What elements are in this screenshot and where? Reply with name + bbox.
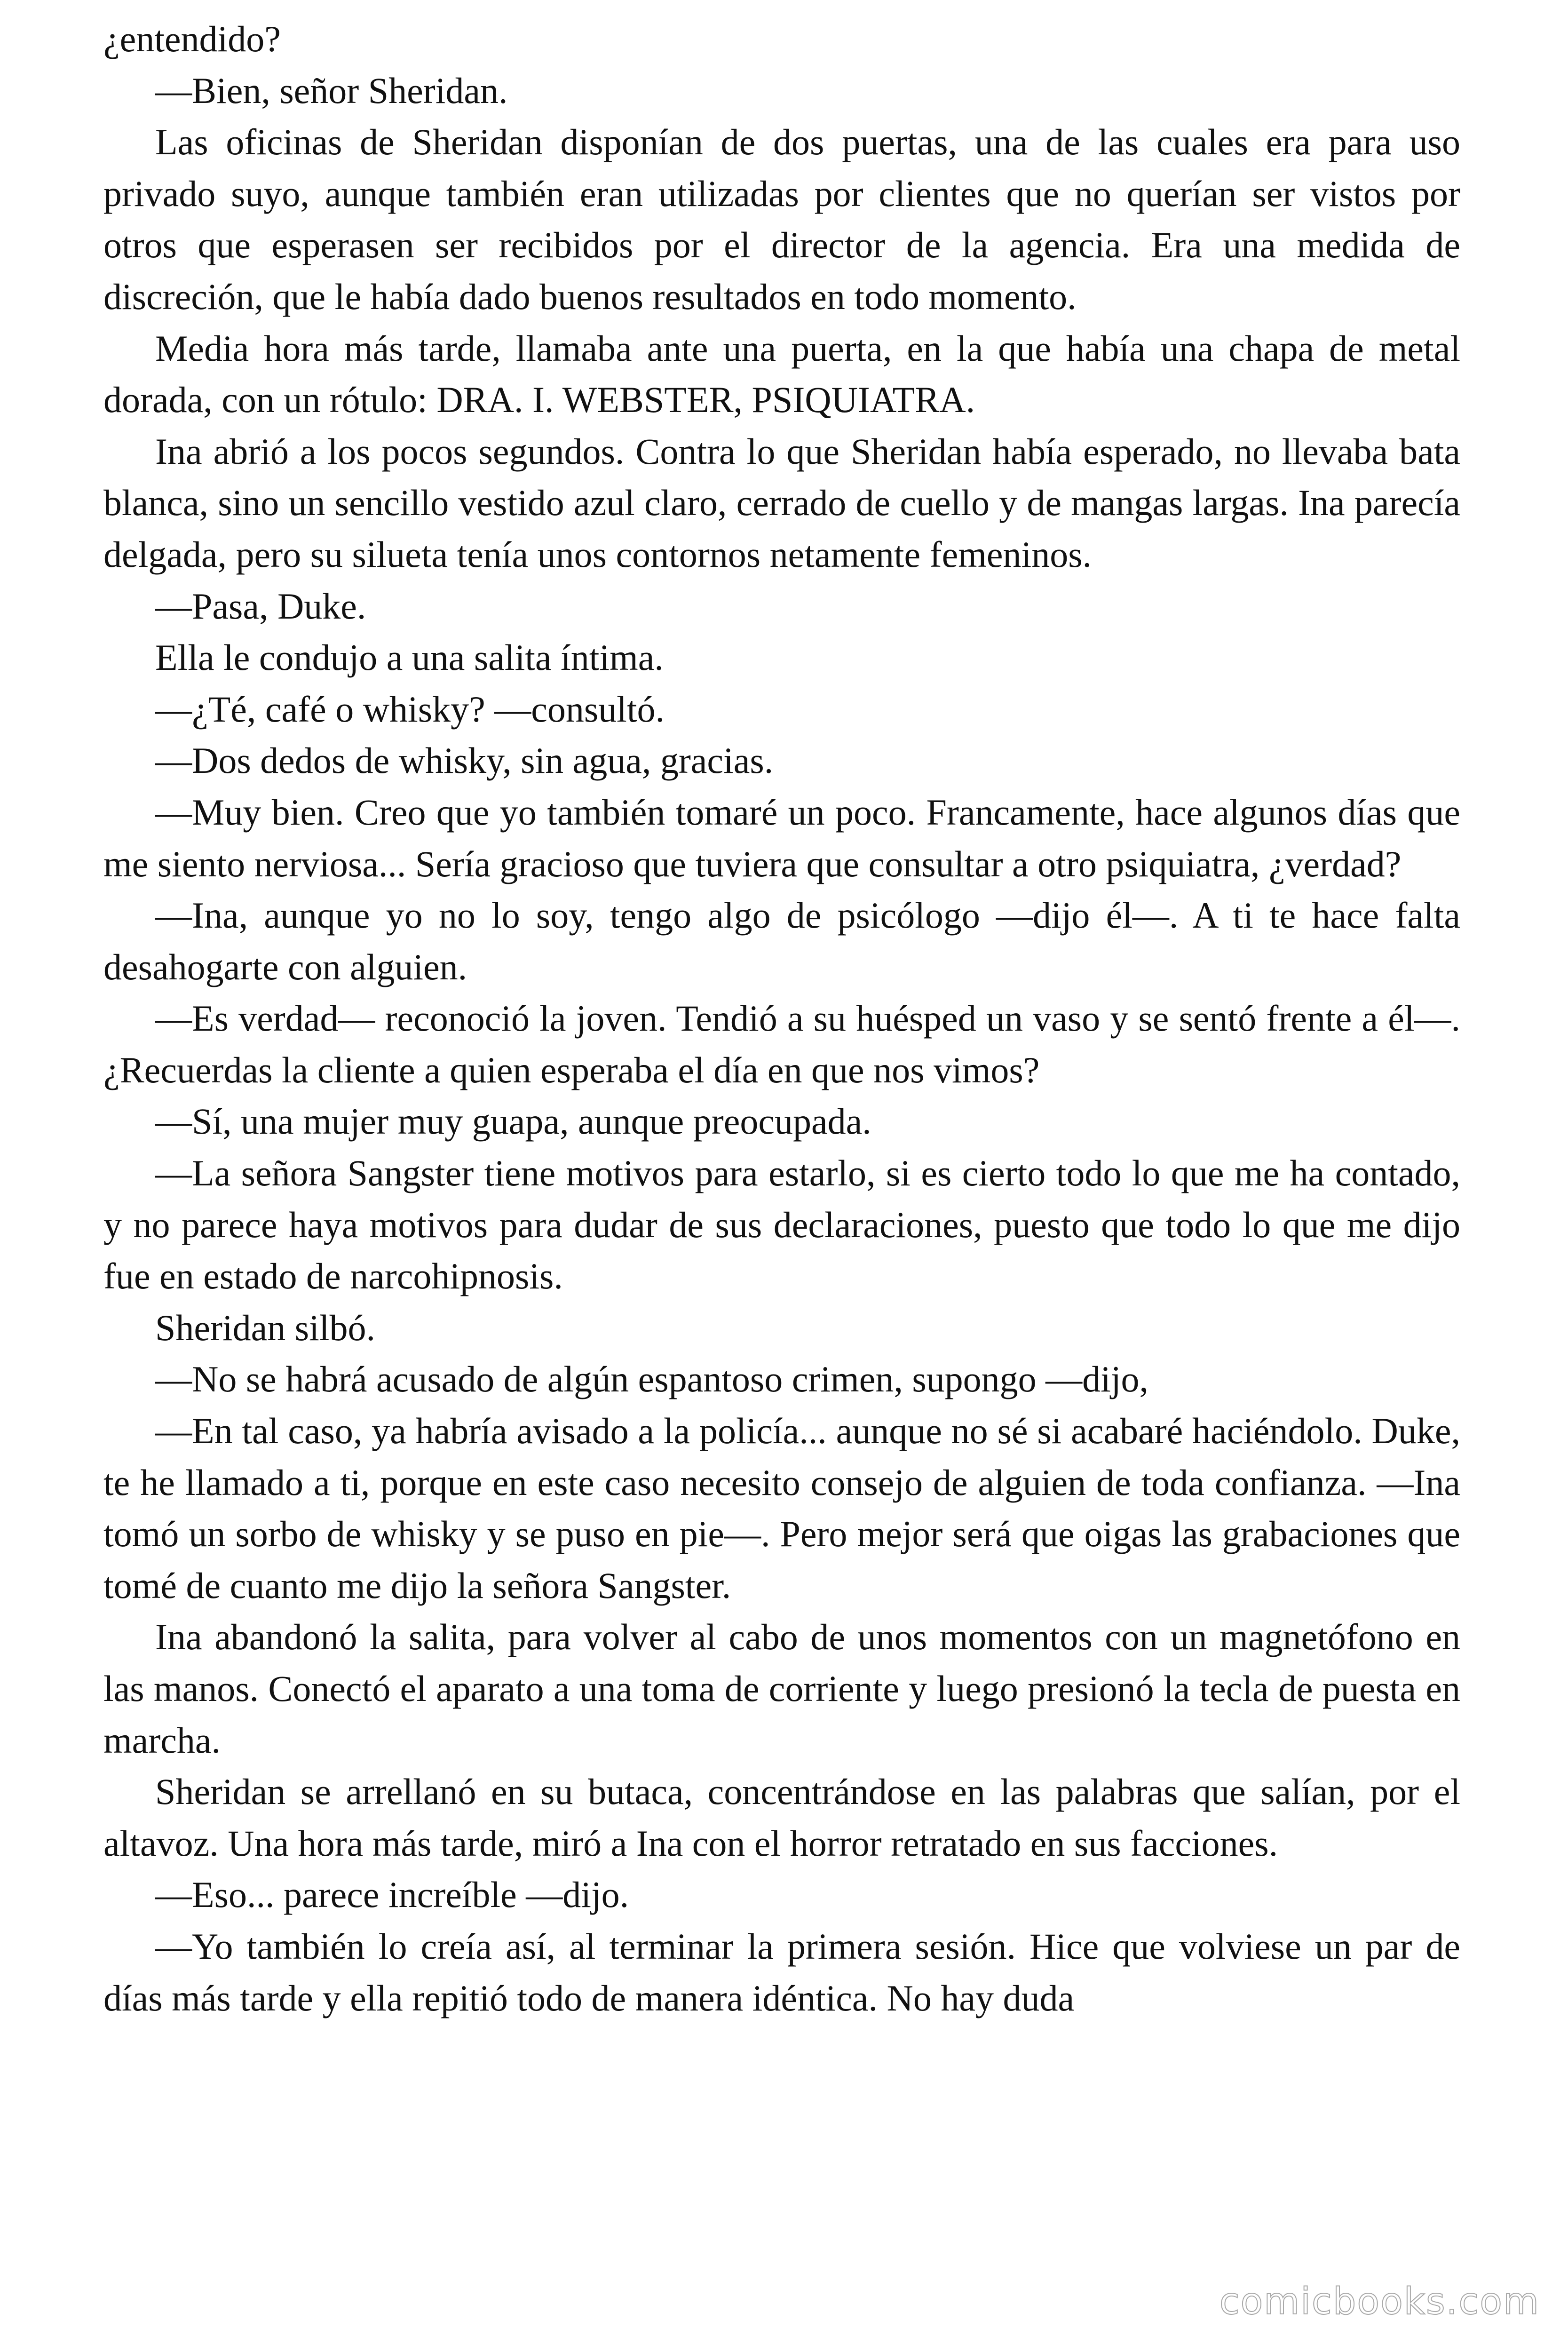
paragraph: —Yo también lo creía así, al terminar la primera sesión. Hice que volviese un par de días más tarde y ella repitió todo de manera idéntica. No hay duda — [103, 1925, 1460, 2018]
paragraph: Ina abrió a los pocos segundos. Contra lo que Sheridan había esperado, no llevaba bata blanca, sino un sencillo vestido azul claro, cerrado de cuello y de mangas largas. Ina parecía delgada, pero su silueta tenía unos contornos netamente femeninos. — [103, 430, 1460, 575]
paragraph: Sheridan silbó. — [155, 1307, 375, 1348]
paragraph: —Muy bien. Creo que yo también tomaré un poco. Francamente, hace algunos días que me siento nerviosa... Sería gracioso que tuviera que consultar a otro psiquiatra, ¿verdad? — [103, 791, 1460, 884]
page-body-text — [103, 13, 1460, 2024]
paragraph: —Pasa, Duke. — [155, 585, 366, 627]
paragraph: Media hora más tarde, llamaba ante una puerta, en la que había una chapa de metal dorada, con un rótulo: DRA. I. WEBSTER, PSIQUIATRA. — [103, 327, 1460, 421]
paragraph: —Bien, señor Sheridan. — [155, 70, 508, 111]
paragraph: —Sí, una mujer muy guapa, aunque preocupada. — [155, 1101, 871, 1142]
watermark-logo: comicbooks.com — [1219, 2280, 1540, 2323]
paragraph: —Es verdad— reconoció la joven. Tendió a su huésped un vaso y se sentó frente a él—. ¿Recuerdas la cliente a quien esperaba el día en que nos vimos? — [103, 998, 1460, 1090]
paragraph: —La señora Sangster tiene motivos para estarlo, si es cierto todo lo que me ha contado, y no parece haya motivos para dudar de sus declaraciones, puesto que todo lo que me dijo fue en estado de narcohipnosis. — [103, 1152, 1460, 1297]
paragraph: Ella le condujo a una salita íntima. — [155, 637, 664, 678]
paragraph: —Ina, aunque yo no lo soy, tengo algo de psicólogo —dijo él—. A ti te hace falta desahogarte con alguien. — [103, 895, 1460, 987]
paragraph: —En tal caso, ya habría avisado a la policía... aunque no sé si acabaré haciéndolo. Duke, te he llamado a ti, porque en este caso necesito consejo de alguien de toda confianza. —Ina tomó un sorbo de whisky y se puso en pie—. Pero mejor será que oigas las grabaciones que tomé de cuanto me dijo la señora Sangster. — [103, 1410, 1460, 1606]
paragraph: —No se habrá acusado de algún espantoso crimen, supongo —dijo, — [155, 1359, 1149, 1400]
paragraph: Ina abandonó la salita, para volver al cabo de unos momentos con un magnetófono en las manos. Conectó el aparato a una toma de corriente y luego presionó la tecla de puesta en marcha. — [103, 1616, 1460, 1761]
paragraph: —Dos dedos de whisky, sin agua, gracias. — [155, 740, 774, 781]
paragraph: Las oficinas de Sheridan disponían de dos puertas, una de las cuales era para uso privado suyo, aunque también eran utilizadas por clientes que no querían ser vistos por otros que esperasen ser recibidos por el director de la agencia. Era una medida de discreción, que le había dado buenos resultados en todo momento. — [103, 121, 1460, 317]
paragraph: —¿Té, café o whisky? —consultó. — [155, 688, 665, 730]
paragraph: Sheridan se arrellanó en su butaca, concentrándose en las palabras que salían, por el altavoz. Una hora más tarde, miró a Ina con el horror retratado en sus facciones. — [103, 1771, 1460, 1864]
paragraph-continuation: ¿entendido? — [103, 18, 281, 59]
paragraph: —Eso... parece increíble —dijo. — [155, 1874, 629, 1915]
